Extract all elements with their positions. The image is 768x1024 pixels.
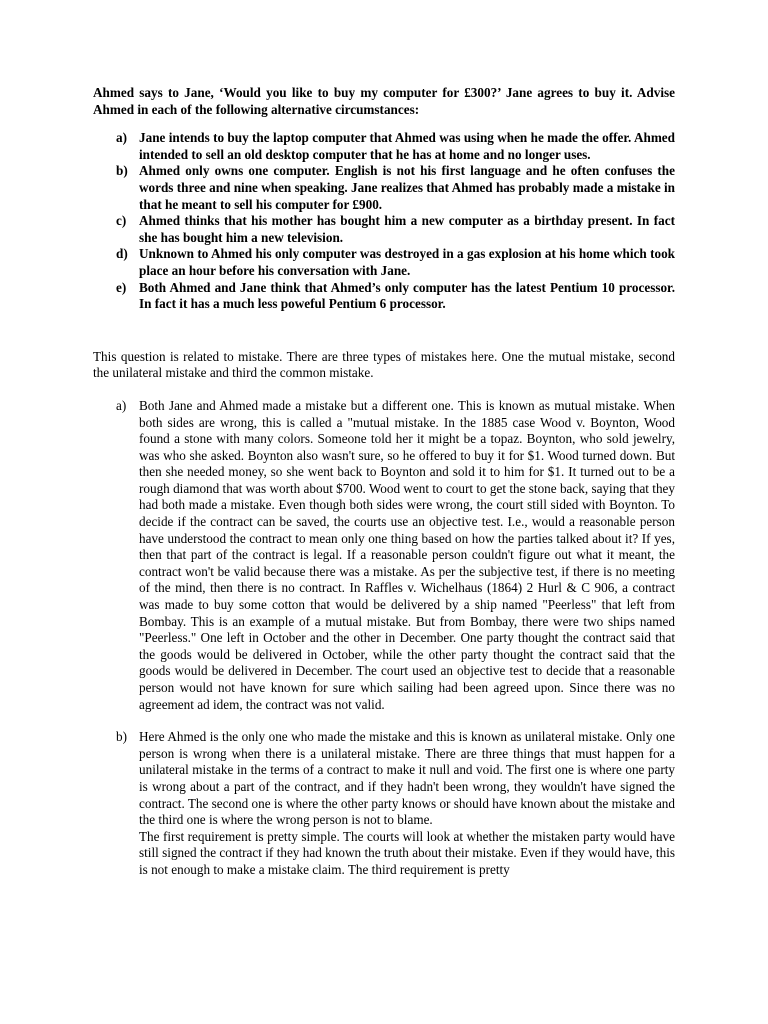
list-marker: b) [116,729,127,745]
answer-paragraph: Here Ahmed is the only one who made the mistake and this is known as unilateral mistake. Only one person is wrong when there is a unilateral mistake. There are three things that must happen for a unilateral mistake in the terms of a contract to make it null and void. The first one is where one party is wrong about a part of the contract, and if they hadn't been wrong, they wouldn't have signed the contract. The second one is where the other party knows or should have known about the mistake and the third one is where the wrong person is not to blame. [139,729,675,828]
answer-paragraph: The first requirement is pretty simple. The courts will look at whether the mistaken party would have still signed the contract if they had known the truth about their mistake. Even if they would have, this is not enough to make a mistake claim. The third requirement is pretty [139,828,675,877]
answer-item-a [93,398,675,713]
question-text: Both Ahmed and Jane think that Ahmed’s only computer has the latest Pentium 10 processor. In fact it has a much less poweful Pentium 6 processor. [139,279,675,312]
document-page [93,85,675,879]
question-item-b [93,163,675,213]
question-text: Ahmed thinks that his mother has bought him a new computer as a birthday present. In fact she has bought him a new television. [139,213,675,245]
question-text: Jane intends to buy the laptop computer that Ahmed was using when he made the offer. Ahmed intended to sell an old desktop computer that he has at home and no longer uses. [139,130,675,162]
list-marker: a) [116,397,127,413]
list-marker: a) [116,130,127,146]
list-marker: b) [116,163,128,179]
list-marker: e) [116,279,127,295]
list-marker: c) [116,213,127,229]
answer-paragraph: Both Jane and Ahmed made a mistake but a different one. This is known as mutual mistake. When both sides are wrong, this is called a "mutual mistake. In the 1885 case Wood v. Boynton, Wood found a stone with many colors. Someone told her it might be a topaz. Boynton, who sold jewelry, was who she asked. Boynton also wasn't sure, so he offered to buy it for $1. Wood turned down. But then she needed money, so she went back to Boynton and sold it to him for $1. It turned out to be a rough diamond that was worth about $700. Wood went to court to get the stone back, saying that they had both made a mistake. Even though both sides were wrong, the court still sided with Boynton. To decide if the contract can be saved, the courts use an objective test. I.e., would a reasonable person have understood the contract to mean only one thing based on how the parties talked about it? If yes, then that part of the contract is legal. If a reasonable person couldn't figure out what it meant, the contract won't be valid because there was a mistake. As per the subjective test, if there is no meeting of the mind, then there is no contract. In Raffles v. Wichelhaus (1864) 2 Hurl & C 906, a contract was made to buy some cotton that would be delivered by a ship named "Peerless" that left from Bombay. This is an example of a mutual mistake. But from Bombay, there were two ships named "Peerless." One left in October and the other in December. One party thought the contract said that the goods would be delivered in October, while the other party thought the contract said that the goods would be delivered in December. The court used an objective test to decide that a reasonable person would not have known for sure which sailing had been agreed upon. Since there was no agreement ad idem, the contract was not valid. [139,397,675,712]
list-marker: d) [116,246,128,262]
section-spacer [93,313,675,349]
answer-item-b [93,729,675,878]
answer-list [93,398,675,879]
question-intro: Ahmed says to Jane, ‘Would you like to buy my computer for £300?’ Jane agrees to buy it. Advise Ahmed in each of the following alternative circumstances: [93,85,675,117]
question-item-e [93,280,675,313]
answer-intro: This question is related to mistake. There are three types of mistakes here. One the mutual mistake, second the unilateral mistake and third the common mistake. [93,348,675,381]
question-item-a [93,130,675,163]
question-item-c [93,213,675,246]
question-item-d [93,246,675,279]
question-list [93,130,675,313]
question-text: Ahmed only owns one computer. English is not his first language and he often confuses the words three and nine when speaking. Jane realizes that Ahmed has probably made a mistake in that he meant to sell his computer for £900. [139,163,675,212]
question-text: Unknown to Ahmed his only computer was destroyed in a gas explosion at his home which took place an hour before his conversation with Jane. [139,246,675,278]
